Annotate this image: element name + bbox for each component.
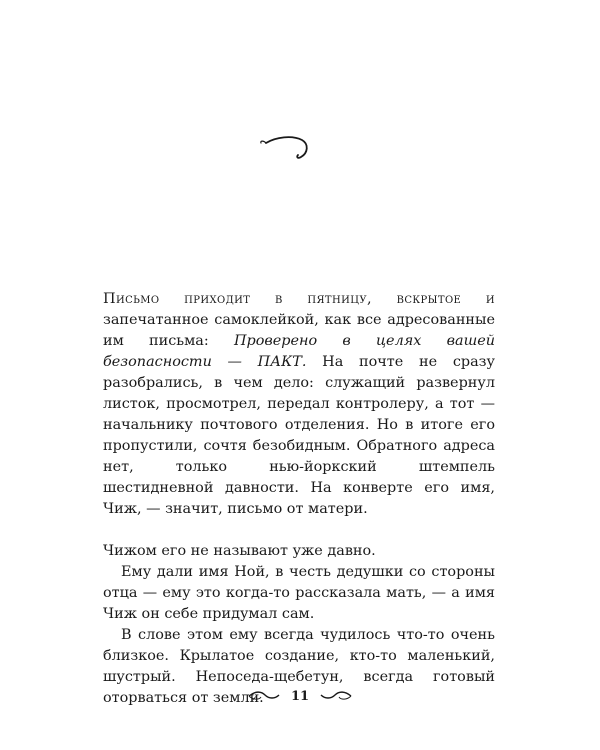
- swash-ornament-icon: [252, 126, 312, 164]
- paragraph: Чижом его не называют уже давно.: [103, 543, 376, 559]
- paragraph-text: запечатанное самоклейкой, как все адресованные им письма:: [103, 312, 495, 349]
- lead-in: Письмо приходит в пятницу, вскрытое и: [103, 291, 495, 307]
- page-number: 11: [290, 688, 310, 704]
- page-footer: [0, 686, 600, 706]
- opening-paragraph: [103, 289, 495, 520]
- right-flourish-icon: [319, 690, 353, 702]
- paragraph: В слове этом ему всегда чудилось что-то очень близкое. Крылатое создание, кто-то маленький, шустрый. Непоседа-щебетун, всегда готовый оторваться от земли.: [103, 627, 495, 706]
- body-text: [103, 289, 495, 709]
- paragraph-text: На почте не сразу разобрались, в чем дело: служащий развернул листок, просмотрел, передал контролеру, а тот — начальнику почтового отделения. Но в итоге его пропустили, сочтя безобидным. Обратного адреса нет, только нью-йоркский штемпель шестидневной давности. На конверте его имя, Чиж, — значит, письмо от матери.: [103, 354, 495, 517]
- paragraph-break: [103, 520, 495, 541]
- paragraph: Ему дали имя Ной, в честь дедушки со стороны отца — ему это когда-то рассказала мать, — а имя Чиж он себе придумал сам.: [103, 564, 495, 622]
- left-flourish-icon: [247, 690, 281, 702]
- stamp-quote: Проверено в целях вашей безопасности — ПАКТ.: [103, 333, 495, 370]
